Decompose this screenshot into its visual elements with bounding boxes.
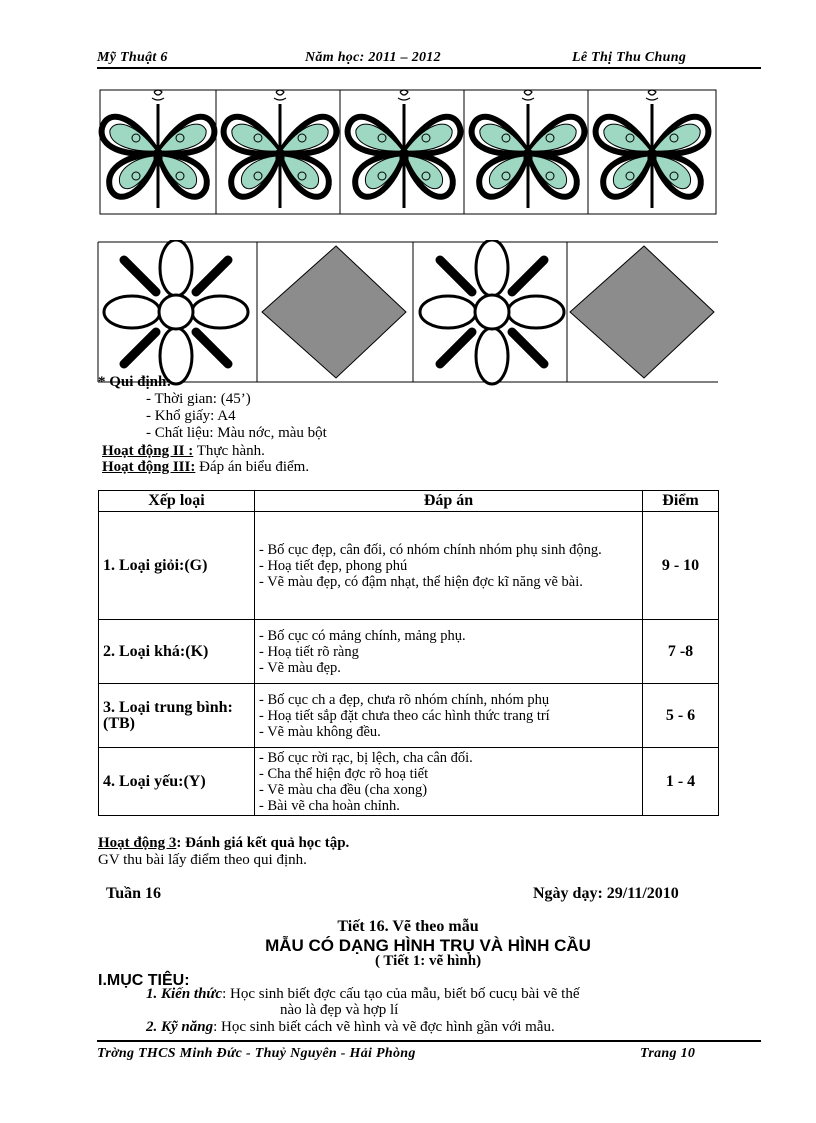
- answer-line: - Hoạ tiết rõ ràng: [259, 643, 359, 660]
- answer-line: - Bố cục có mảng chính, mảng phụ.: [259, 627, 466, 644]
- header-answer: Đáp án: [255, 491, 643, 512]
- activity-3: [102, 459, 309, 476]
- activity-2-label: Hoạt động II :: [102, 443, 194, 459]
- regulation-title: * Qui định:: [98, 374, 172, 390]
- activity-evaluation-text: : Đánh giá kết quả học tập.: [176, 835, 350, 851]
- table-row: [99, 512, 719, 620]
- footer-page: Trang 10: [640, 1046, 696, 1061]
- grading-table: [98, 490, 719, 816]
- regulation-item: - Khổ giấy: A4: [146, 408, 236, 424]
- answer-line: - Cha thể hiện đợc rõ hoạ tiết: [259, 765, 429, 782]
- score-cell: 9 - 10: [643, 512, 719, 620]
- table-row: [99, 620, 719, 684]
- objectives-heading: I.MỤC TIÊU:: [98, 972, 190, 989]
- knowledge-text: : Học sinh biết đợc cấu tạo của mẫu, biết bố cucụ bài vẽ thế: [222, 986, 580, 1002]
- score-cell: 5 - 6: [643, 684, 719, 748]
- answer-cell: [255, 620, 643, 684]
- answer-line: - Bố cục rời rạc, bị lệch, cha cân đối.: [259, 749, 473, 766]
- teach-date: Ngày dạy: 29/11/2010: [533, 885, 679, 902]
- objective-knowledge: [146, 986, 579, 1003]
- answer-line: - Hoạ tiết đẹp, phong phú: [259, 557, 408, 574]
- table-row: [99, 684, 719, 748]
- header-subject: Mỹ Thuật 6: [97, 50, 168, 65]
- answer-line: - Vẽ màu đẹp.: [259, 659, 341, 676]
- skill-text: : Học sinh biết cách vẽ hình và vẽ đợc hình gần với mẫu.: [213, 1019, 555, 1035]
- score-cell: 7 -8: [643, 620, 719, 684]
- grade-cell: 2. Loại khá:(K): [99, 620, 255, 684]
- knowledge-label: 1. Kiến thức: [146, 986, 223, 1002]
- butterfly-border-illustration: [96, 86, 720, 216]
- activity-evaluation: [98, 835, 349, 852]
- lesson-title: MẪU CÓ DẠNG HÌNH TRỤ VÀ HÌNH CẦU: [265, 936, 591, 955]
- answer-cell: [255, 748, 643, 816]
- grade-cell: 4. Loại yếu:(Y): [99, 748, 255, 816]
- skill-label: 2. Kỹ năng: [146, 1019, 214, 1035]
- objective-skill: [146, 1019, 555, 1036]
- regulation-item: - Thời gian: (45’): [146, 391, 251, 407]
- objective-knowledge-cont: nào là đẹp và hợp lí: [280, 1002, 399, 1018]
- header-grade: Xếp loại: [99, 491, 255, 512]
- answer-line: - Hoạ tiết sắp đặt chưa theo các hình thức trang trí: [259, 707, 550, 724]
- answer-cell: [255, 684, 643, 748]
- lesson-period: Tiết 16. Vẽ theo mẫu: [337, 918, 479, 935]
- regulation-item: - Chất liệu: Màu nớc, màu bột: [146, 425, 327, 441]
- activity-2-text: Thực hành.: [193, 443, 265, 459]
- flower-diamond-border-illustration: [96, 240, 720, 386]
- activity-3-text: Đáp án biểu điểm.: [195, 459, 310, 475]
- answer-line: - Vẽ màu cha đều (cha xong): [259, 781, 428, 798]
- activity-evaluation-label: Hoạt động 3: [98, 835, 177, 851]
- table-header-row: [99, 491, 719, 512]
- footer-rule: [97, 1040, 761, 1042]
- grade-cell: 3. Loại trung bình:(TB): [99, 684, 255, 748]
- week-label: Tuần 16: [106, 885, 161, 902]
- table-row: [99, 748, 719, 816]
- lesson-subtitle: ( Tiết 1: vẽ hình): [374, 953, 482, 969]
- grade-cell: 1. Loại giỏi:(G): [99, 512, 255, 620]
- activity-evaluation-note: GV thu bài lấy điểm theo qui định.: [98, 852, 307, 868]
- footer-school: Trờng THCS Minh Đức - Thuỷ Nguyên - Hải Phòng: [97, 1046, 416, 1061]
- answer-line: - Bố cục đẹp, cân đối, có nhóm chính nhóm phụ sinh động.: [259, 541, 602, 558]
- activity-3-label: Hoạt động III:: [102, 459, 196, 475]
- answer-line: - Vẽ màu không đều.: [259, 723, 381, 740]
- activity-2: [102, 443, 265, 460]
- header-school-year: Năm học: 2011 – 2012: [305, 50, 441, 65]
- answer-line: - Bố cục ch a đẹp, chưa rõ nhóm chính, nhóm phụ: [259, 691, 550, 708]
- score-cell: 1 - 4: [643, 748, 719, 816]
- header-score: Điểm: [643, 491, 719, 512]
- header-rule: [97, 67, 761, 69]
- header-teacher: Lê Thị Thu Chung: [572, 50, 687, 65]
- answer-line: - Bài vẽ cha hoàn chỉnh.: [259, 797, 400, 814]
- answer-cell: [255, 512, 643, 620]
- answer-line: - Vẽ màu đẹp, có đậm nhạt, thể hiện đợc kĩ năng vẽ bài.: [259, 573, 583, 590]
